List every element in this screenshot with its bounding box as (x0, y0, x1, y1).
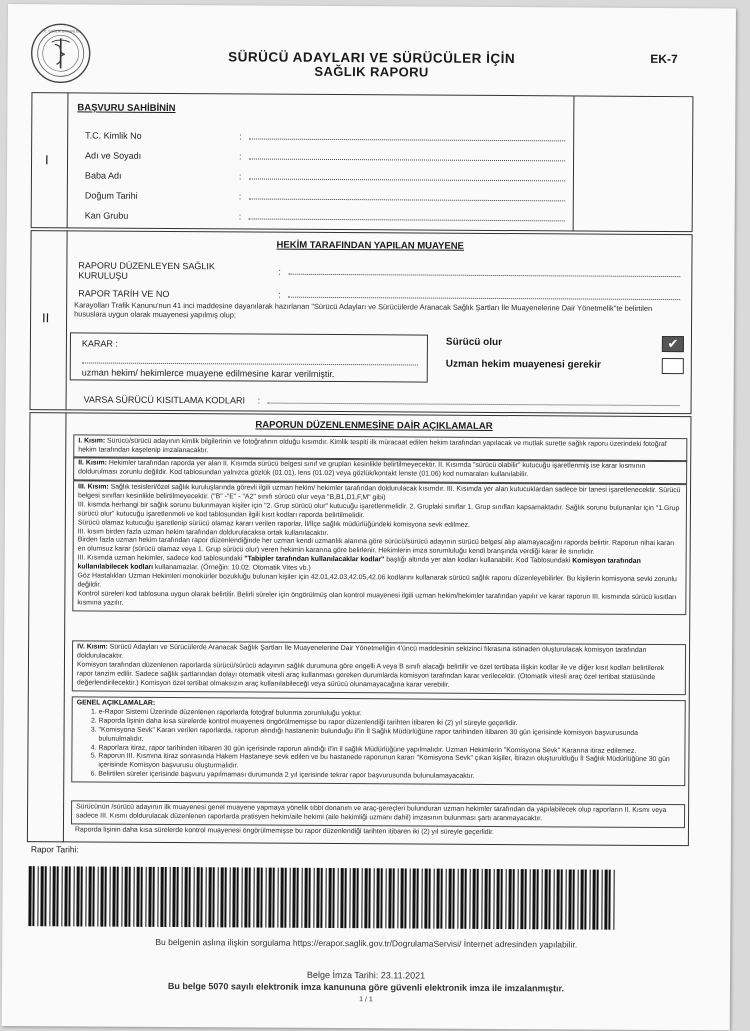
barcode-bar (136, 867, 139, 927)
barcode-bar (284, 868, 286, 928)
part-4-text-b: Komisyon tarafından düzenlenen raporlarda sürücü/sürücü adayının sağlık durumuna göre engelli A veya B sınıfı alacağı belirtilir ve özel tertibata ilişkin kodlar ile ve diğer kısıt kodları belirtilerek rapor tanzim edilir. Sadece sağlık şartlarından dolayı otomatik vitesli araç kullanması gereken durumlarda komisyon tarafından karar verilecektir. (Otomatik vitesli araç özel tertibat statüsünde değerlendirilecektir.) Komisyon özel tertibat olmaksızın araç kullanılabileceği veya sürücü olunamayacağına karar verebilir. (76, 661, 665, 689)
part-3-text-f3: kullanamazlar. (Örneğin: 10.02. Otomatik Vites vb.) (154, 564, 311, 573)
check-icon: ✔ (667, 336, 679, 352)
general-head: GENEL AÇIKLAMALAR: (76, 699, 156, 707)
tc-no-colon: : (239, 131, 242, 142)
barcode-bar (160, 867, 163, 927)
barcode-bar (320, 868, 322, 928)
barcode-bar (220, 867, 223, 927)
barcode-bar (188, 867, 190, 927)
barcode-bar (520, 869, 523, 929)
barcode-bar (121, 867, 122, 927)
barcode-bar (104, 867, 106, 927)
page-number: 1 / 1 (359, 996, 373, 1004)
barcode-bar (385, 868, 386, 928)
barcode-bar (592, 870, 595, 930)
barcode-bar (584, 870, 586, 930)
birth-date-colon: : (238, 191, 242, 202)
barcode-bar (164, 867, 166, 927)
barcode-bar (236, 867, 238, 927)
barcode-bar (344, 868, 346, 928)
barcode-bar (496, 869, 499, 929)
barcode-bar (560, 869, 562, 929)
institution-label-1: RAPORU DÜZENLEYEN SAĞLIK (78, 260, 215, 272)
barcode-bar (613, 870, 614, 930)
section-1-title: BAŞVURU SAHİBİNİN (77, 102, 176, 115)
birth-date-label: Doğum Tarihi (84, 190, 138, 201)
barcode-bar (272, 868, 274, 928)
barcode-bar (116, 867, 118, 927)
option-driver-checkbox[interactable] (662, 336, 684, 352)
barcode-bar (80, 866, 82, 926)
barcode-bar (337, 868, 338, 928)
barcode-bar (397, 868, 398, 928)
barcode-bar (92, 867, 94, 927)
barcode-bar (464, 869, 466, 929)
barcode-bar (577, 869, 578, 929)
part-3-text-f2: başlığı altında yer alan kodları kullanabilir. Kod Tablosundaki (386, 556, 571, 565)
part-3-text-f-bold2: Komisyon tarafından kullanılabilecek kodları (77, 557, 641, 572)
barcode-bar (436, 869, 439, 929)
barcode-bar (316, 868, 319, 928)
part-4-text-a: Sürücü Adayları ve Sürücülerde Aranacak Sağlık Şartları İle Muayenelerine Dair Yönetmeliğin 4'üncü maddesinin sekizinci fıkrasına istinaden oluşturulacak komisyon tarafından doldurulacaktır. (76, 643, 647, 660)
general-list (76, 708, 680, 783)
barcode-bar (536, 869, 538, 929)
part-2-head: II. Kısım: (78, 459, 107, 467)
barcode-bar (196, 867, 199, 927)
part-3-head: III. Kısım: (78, 483, 109, 491)
decision-label: KARAR : (81, 338, 118, 349)
barcode-bar (32, 866, 34, 926)
part-3-block (72, 480, 687, 614)
barcode-bar (568, 869, 571, 929)
barcode-bar (349, 868, 350, 928)
barcode-bar (481, 869, 482, 929)
barcode-bar (313, 868, 314, 928)
barcode-bar (484, 869, 487, 929)
barcode-bar (100, 867, 103, 927)
barcode-bar (553, 869, 554, 929)
barcode-bar (412, 868, 415, 928)
barcode-bar (145, 867, 146, 927)
section-2-roman: II (42, 310, 50, 326)
section-1-roman: I (45, 152, 49, 168)
note-1-block: Sürücünün /sürücü adayının ilk muayenesi genel muayene yapmaya yönelik tıbbi donanım ve araç-gereçleri bulunduran uzman hekimler tarafından da yapılabilecek olup raporların II. Kısmı veya sadece III. Kısmı doldurulacak düzenlenen raporlarda pratisyen hekim/aile hekimi (aile hekimliği uzmanı dahil) imzasının bulunması şartı aranmayacaktır. (71, 800, 685, 828)
option-driver-label: Sürücü olur (445, 336, 503, 349)
barcode-bar (301, 868, 302, 928)
barcode-bar (388, 868, 391, 928)
barcode-bar (601, 870, 602, 930)
barcode-bar (176, 867, 178, 927)
part-3-text-f: III. Kısımda uzman hekimler, sadece kod tablosundaki (77, 554, 243, 563)
institution-label-2: KURULUŞU (78, 270, 128, 281)
general-item: 4. Raporlara itiraz, rapor tarihinden itibaren 30 gün içerisinde raporun alındığı il'in il sağlık Müdürlüğüne yapılmalıdır. Uzman Hekimlerin "Komisyona Sevk" Kararına itiraz edilemez. (98, 744, 680, 756)
barcode-bar (340, 868, 343, 928)
barcode-bar (128, 867, 130, 927)
barcode-bar (184, 867, 187, 927)
barcode-bar (364, 868, 367, 928)
form-code: EK-7 (650, 51, 678, 67)
barcode-bar (428, 869, 430, 929)
part-1-text: Sürücü/sürücü adayının kimlik bilgilerinin ve fotoğrafının olduğu kısımdır. Kimlik tespiti ilk müracaat edilen hekim tarafından yapılacak ve mutlak surette sağlık raporu üzerindeki fotoğraf hekim tarafından kaşelenip imzalanacaktır. (78, 437, 667, 455)
barcode-bar (304, 868, 307, 928)
barcode-bar (73, 866, 74, 926)
general-item: 1. e-Rapor Sistemi Üzerinde düzenlenen raporlarda fotoğraf bulunma zorunluluğu yoktur. (99, 708, 681, 720)
barcode-bar (212, 867, 214, 927)
part-3-text-d: III. kısım birden fazla uzman hekim tarafından doldurulacaksa ortak kullanılacaktır. (77, 527, 329, 537)
father-name-colon: : (238, 171, 242, 182)
barcode-bar (572, 869, 574, 929)
barcode-bar (277, 868, 278, 928)
barcode-bar (124, 867, 127, 927)
barcode-bar (472, 869, 475, 929)
barcode-bar (109, 867, 110, 927)
barcode-bar (416, 869, 418, 929)
part-3-text-b: III. kısmda herhangi bir sağlık sorunu bulunmayan kişiler için "2. Grup sürücü olur" kutucuğu işaretlenmelidir. 2. Gruplaki sınıflar 1. Grup sınıfları kapsamaktadır. Sağlık sorunu bulunanlar için "1.Grup sürücü olur" kutucuğu işaretlenmeli ve kod tablosundan ilgili kısıt kodları raporda belirtilmelidir. (77, 501, 680, 519)
barcode-bar (253, 868, 254, 928)
barcode-bar (541, 869, 542, 929)
option-specialist-label: Uzman hekim muayenesi gerekir (445, 358, 601, 371)
barcode-bar (112, 867, 115, 927)
barcode-bar (88, 867, 91, 927)
barcode-bar (208, 867, 211, 927)
general-item: 5. Raporun III. Kısmına itiraz sonrasında Hakem Hastaneye sevk edilen ve bu hastanede raporunun kararı "Komisyona Sevk" çıkan kişiler, İtirazın oluşturulduğu İl Sağlık Müdürlüğüne 30 gün içerisinde Komisyon başvurusu oluşturmalıdır. (98, 753, 680, 774)
barcode-bar (256, 868, 259, 928)
barcode-bar (332, 868, 334, 928)
barcode-bar (488, 869, 490, 929)
general-item: 6. Belirtilen süreler içerisinde başvuru yapılmaması durumunda 2 yıl içerisinde tekrar rapor başvurusunda bulunulamayacaktır. (98, 771, 680, 783)
barcode-bar (169, 867, 170, 927)
barcode-bar (404, 868, 406, 928)
barcode-bar (352, 868, 355, 928)
barcode-bar (373, 868, 374, 928)
barcode-bar (224, 867, 226, 927)
name-colon: : (239, 151, 242, 162)
law-text: Karayolları Trafik Kanunu'nun 41 inci maddesine dayanılarak hazırlanan "Sürücü Adayları ve Sürücülerde Aranacak Sağlık Şartları İle Muayenelerine Dair Yönetmelik"te belirtilen hususlara uygun olarak muayenesi yapılmış olup; (74, 300, 653, 320)
barcode-bar (37, 866, 38, 926)
barcode-bar (68, 866, 70, 926)
barcode-bar (440, 869, 442, 929)
barcode-bar (596, 870, 598, 930)
barcode-bar (76, 866, 79, 926)
barcode-bar (140, 867, 142, 927)
decision-note: uzman hekim/ hekimlerce muayene edilmesine karar verilmiştir. (81, 367, 335, 380)
option-specialist-checkbox[interactable] (662, 358, 684, 374)
barcode-bar (61, 866, 62, 926)
barcode-bar (64, 866, 67, 926)
part-3-text-c: Sürücü olamaz kutucuğu işaretlenip sürücü olamaz kararı verilen raporlar, İl/İlçe sağlık müdürlüğündeki komisyona sevk edilmez. (77, 519, 471, 529)
barcode-bar (565, 869, 566, 929)
note-2-block: Raporda lişinin daha kısa sürelerde kontrol muayenesi öngörülmemişse bu rapor düzenlendiği tarihten itibaren iki (2) yıl süreyle geçerlidir. (74, 826, 494, 836)
barcode-bar (241, 867, 242, 927)
barcode-bar (56, 866, 58, 926)
barcode-bar (325, 868, 326, 928)
report-date-no-colon: : (278, 289, 281, 300)
restriction-codes-colon: : (257, 395, 261, 406)
barcode-bar (548, 869, 550, 929)
barcode-bar (152, 867, 154, 927)
barcode-bar (421, 869, 422, 929)
document-title: SÜRÜCÜ ADAYLARI VE SÜRÜCÜLER İÇİN (228, 49, 516, 67)
barcode-bar (44, 866, 46, 926)
barcode-bar (469, 869, 470, 929)
barcode-bar (49, 866, 50, 926)
barcode-bar (457, 869, 458, 929)
barcode-bar (376, 868, 379, 928)
barcode-bar (133, 867, 134, 927)
general-item: 3. "Komisyona Sevk" Kararı verilen raporlarda, raporun alındığı hastanenin bulunduğu il'in İl Sağlık Müdürlüğüne rapor tarihinden itibaren 30 gün içerisinde komisyon başvurusunda bulunulmalıdır. (98, 726, 680, 747)
report-page (2, 4, 736, 1030)
section-2-title: HEKİM TARAFINDAN YAPILAN MUAYENE (276, 239, 464, 252)
barcode-bar (229, 867, 230, 927)
barcode-bar (532, 869, 535, 929)
tc-no-label: T.C. Kimlik No (85, 130, 142, 141)
part-4-block (72, 640, 686, 694)
barcode-bar (505, 869, 506, 929)
barcode-bar (85, 866, 86, 926)
barcode-bar (476, 869, 478, 929)
blood-group-label: Kan Grubu (84, 210, 129, 221)
document-subtitle: SAĞLIK RAPORU (314, 63, 429, 80)
report-date-no-label: RAPOR TARİH VE NO (78, 288, 170, 299)
barcode-bar (589, 870, 590, 930)
barcode-bar (292, 868, 295, 928)
svg-text:T.C. SAĞLIK BAKANLIĞI: T.C. SAĞLIK BAKANLIĞI (41, 29, 81, 34)
e-signature-law-note: Bu belge 5070 sayılı elektronik imza kanununa göre güvenli elektronik imza ile imzalanmıştır. (167, 980, 565, 994)
barcode-bar (460, 869, 463, 929)
barcode-bar (493, 869, 494, 929)
section-3-title: RAPORUN DÜZENLENMESİNE DAİR AÇIKLAMALAR (255, 419, 493, 432)
barcode-bar (361, 868, 362, 928)
general-block (71, 696, 686, 786)
barcode-bar (205, 867, 206, 927)
barcode-bar (556, 869, 559, 929)
document-barcode (28, 866, 622, 930)
barcode-bar (308, 868, 310, 928)
barcode-bar (380, 868, 382, 928)
barcode-bar (409, 868, 410, 928)
part-3-text-a: Sağlık tesisleri/özel sağlık kuruluşlarında görevli ilgili uzman hekim/ hekimler tarafından doldurulacak kısımdır. III. Kısımda yer alan kutucuklardan sadece bir tanesi işaretlenecektir. Sürücü belgesi sınıfları kesinlikle belirtilmeyecektir. ("B" -"E" - "A2" sınıfı sürücü olur veya "B,B1,D1,F,M" gibi) (77, 483, 681, 502)
barcode-bar (424, 869, 427, 929)
barcode-bar (580, 870, 583, 930)
barcode-bar (265, 868, 266, 928)
barcode-bar (445, 869, 446, 929)
barcode-bar (97, 867, 98, 927)
barcode-bar (448, 869, 451, 929)
restriction-codes-label: VARSA SÜRÜCÜ KISITLAMA KODLARI (83, 394, 246, 406)
part-2-text: Hekimler tarafından raporda yer alan II. Kısımda sürücü belgesi sınıf ve grupları kesinlikle belirtilmeyecektir. II. Kısımda "sürücü olabilir" kutucuğu işaretlenmiş ise karar kısmının doldurulması zorunlu değildir. Kod tablosundan yalnızca gözlük (01.01), lens (01.02) veya gözlük/kontakt lenste (01.06) kod numaraları kullanılabilir. (78, 459, 646, 479)
barcode-bar (400, 868, 403, 928)
barcode-bar (296, 868, 298, 928)
barcode-bar (529, 869, 530, 929)
signature-date: Belge İmza Tarihi: 23.11.2021 (306, 969, 426, 981)
barcode-bar (392, 868, 394, 928)
barcode-bar (280, 868, 283, 928)
part-2-block (73, 456, 687, 484)
father-name-label: Baba Adı (84, 170, 122, 181)
barcode-bar (148, 867, 151, 927)
barcode-bar (368, 868, 370, 928)
barcode-bar (217, 867, 218, 927)
barcode-bar (433, 869, 434, 929)
barcode-bar (452, 869, 454, 929)
barcode-bar (289, 868, 290, 928)
barcode-bar (248, 867, 250, 927)
barcode-bar (517, 869, 518, 929)
verification-text: Bu belgenin aslına ilişkin sorgulama https://erapor.saglik.gov.tr/DogrulamaServisi/ İnternet adresinden yapılabilir. (155, 936, 578, 950)
part-4-head: IV. Kısım: (77, 643, 108, 651)
barcode-bar (604, 870, 607, 930)
institution-colon: : (278, 266, 281, 277)
barcode-bar (544, 869, 547, 929)
barcode-bar (232, 867, 235, 927)
part-3-text-f-bold: "Tabipler tarafından kullanılacaklar kodlar" (244, 555, 385, 564)
part-1-head: I. Kısım: (78, 437, 106, 445)
barcode-bar (512, 869, 514, 929)
barcode-bar (508, 869, 511, 929)
general-item: 2. Raporda lişinin daha kısa sürelerde kontrol muayenesi öngörülmemişse bu rapor düzenlendiği tarihten itibaren iki (2) yıl süreyle geçerlidir. (99, 717, 681, 729)
part-3-text-h: Kontrol süreleri kod tablosuna uygun olarak belirtilir. Belirli süreler için öngörülmüş olan kontrol muayenesi ilgili uzman hekim/hekimler tarafından yapılır ve karar raporun III. kısmında sürücü kısıtları kısmına yazılır. (77, 590, 677, 607)
barcode-bar (356, 868, 358, 928)
part-3-text-g: Göz Hastalıkları Uzman Hekimleri monokürler bozukluğu bulunan kişiler için 42.01,42.03,42.05,42.06 kodlarını kullanarak sürücü sağlık raporu düzenleyebilirler. Bu kişilerin komisyona sevki zorunlu değildir. (77, 572, 677, 589)
barcode-bar (157, 867, 158, 927)
name-label: Adı ve Soyadı (85, 150, 142, 161)
barcode-bar (200, 867, 202, 927)
barcode-bar (193, 867, 194, 927)
barcode-bar (260, 868, 262, 928)
barcode-bar (52, 866, 55, 926)
barcode-bar (244, 867, 247, 927)
barcode-bar (172, 867, 175, 927)
barcode-bar (608, 870, 610, 930)
part-3-text-e: Birden fazla uzman hekim tarafından rapor düzenlendiğinde her uzman kendi uzmanlık alanına göre sürücü/sürücü adayının sürücü belgesi alıp alamayacağını raporda belirtir. Raporun nihai kararı en olumsuz karar (sürücü olamaz veya 1. Grup sürücü olur) veren hekimin kararına göre belirlenir. Hekimlerin imza sorumluluğu kendi branşında verdiği karar ile sınırlıdır. (77, 536, 675, 556)
barcode-bar (268, 868, 271, 928)
barcode-bar (28, 866, 31, 926)
barcode-bar (181, 867, 182, 927)
report-date-footer-label: Rapor Tarihi: (30, 844, 79, 855)
barcode-bar (40, 866, 43, 926)
barcode-bar (328, 868, 331, 928)
barcode-bar (500, 869, 502, 929)
barcode-bar (524, 869, 526, 929)
blood-group-colon: : (238, 211, 242, 222)
